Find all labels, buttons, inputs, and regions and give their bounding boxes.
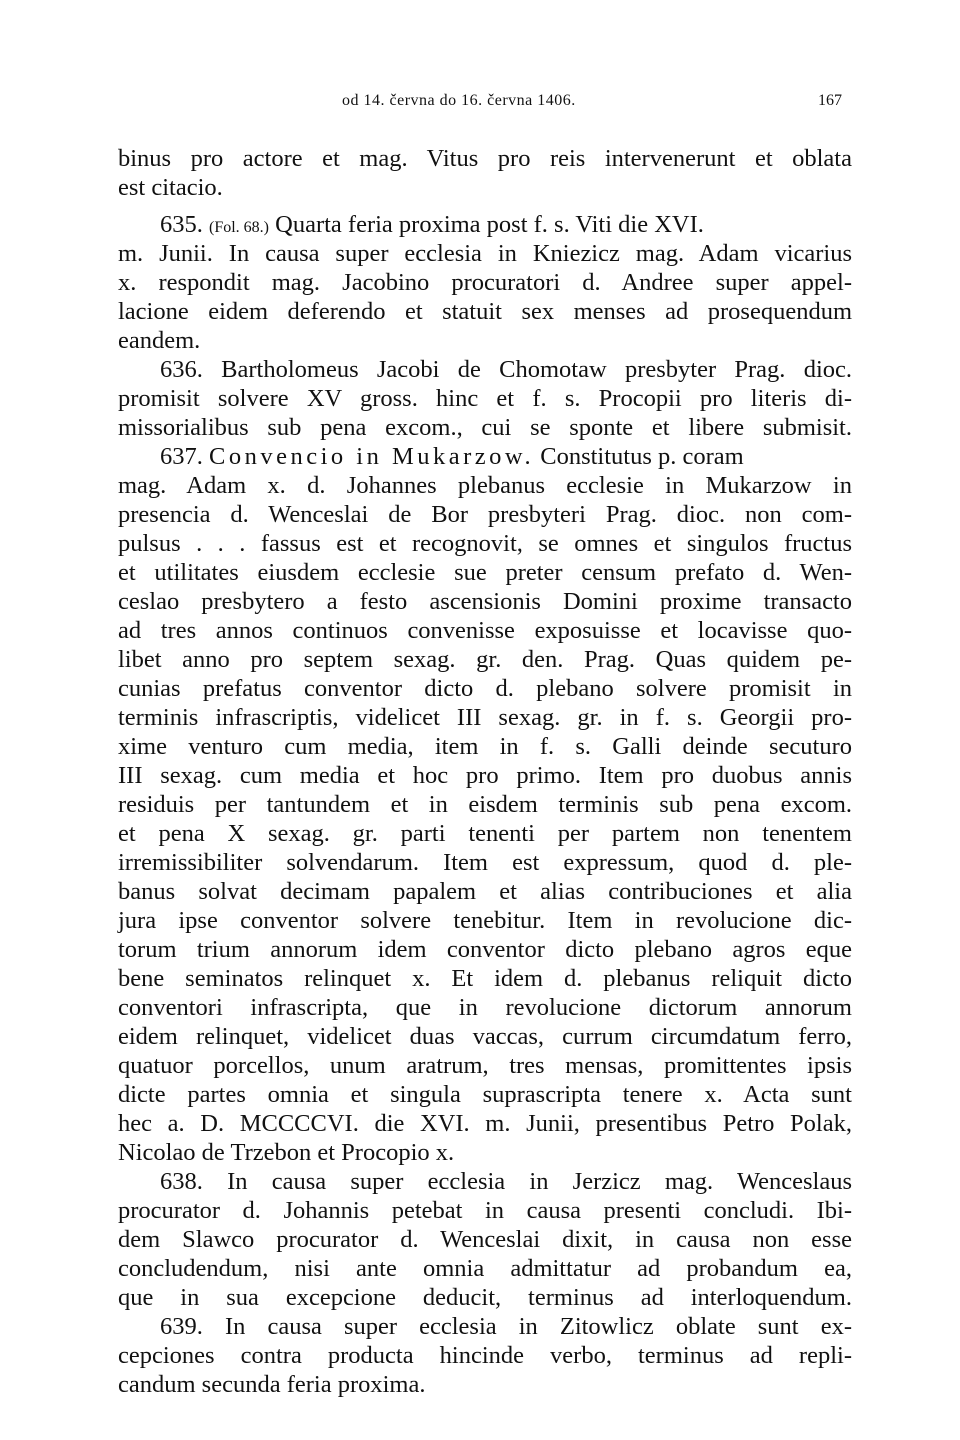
entry-number: 637. (160, 443, 203, 470)
entry-heading: Convencio in Mukarzow. (209, 443, 535, 470)
entry-636 (118, 355, 852, 442)
text-line: et pena X sexag. gr. parti tenenti per partem non tenentem (118, 820, 852, 847)
text-line: hec a. D. MCCCCVI. die XVI. m. Junii, presentibus Petro Polak, (118, 1110, 852, 1137)
text-line: 636. Bartholomeus Jacobi de Chomotaw presbyter Prag. dioc. (160, 356, 852, 383)
page-number: 167 (818, 92, 842, 109)
text-line: dicte partes omnia et singula suprascripta tenere x. Acta sunt (118, 1081, 852, 1108)
text-line: concludendum, nisi ante omnia admittatur ad probandum ea, (118, 1255, 852, 1282)
text-line: cunias prefatus conventor dicto d. plebano solvere promisit in (118, 675, 852, 702)
text-line: et utilitates eiusdem ecclesie sue preter censum prefato d. Wen- (118, 559, 852, 586)
text-run: Quarta feria proxima post f. s. Viti die XVI. (275, 211, 704, 238)
entry-637 (118, 442, 852, 1167)
text-line: eandem. (118, 327, 201, 354)
entry-639 (118, 1312, 852, 1399)
running-title: od 14. června do 16. června 1406. (342, 92, 576, 109)
text-line: quatuor porcellos, unum aratrum, tres mensas, promittentes ipsis (118, 1052, 852, 1079)
text-line (118, 210, 852, 239)
text-line: ceslao presbytero a festo ascensionis Domini proxime transacto (118, 588, 852, 615)
text-line: dem Slawco procurator d. Wenceslai dixit, in causa non esse (118, 1226, 852, 1253)
running-header (0, 92, 960, 116)
text-line: m. Junii. In causa super ecclesia in Kniezicz mag. Adam vicarius (118, 240, 852, 267)
body-text (118, 144, 852, 1399)
text-line: III sexag. cum media et hoc pro primo. Item pro duobus annis (118, 762, 852, 789)
text-line: est citacio. (118, 174, 223, 201)
entry-number: 635. (160, 211, 203, 238)
text-line (118, 442, 852, 471)
text-line: banus solvat decimam papalem et alias contribuciones et alia (118, 878, 852, 905)
text-line: Nicolao de Trzebon et Procopio x. (118, 1139, 455, 1166)
folio-reference: (Fol. 68.) (209, 219, 269, 236)
entry-638 (118, 1167, 852, 1312)
entry-635 (118, 210, 852, 355)
text-line: procurator d. Johannis petebat in causa presenti concludi. Ibi- (118, 1197, 852, 1224)
text-line: cepciones contra producta hincinde verbo, terminus ad repli- (118, 1342, 852, 1369)
text-line: promisit solvere XV gross. hinc et f. s. Procopii pro literis di- (118, 385, 852, 412)
text-line: mag. Adam x. d. Johannes plebanus ecclesie in Mukarzow in (118, 472, 852, 499)
text-line: missorialibus sub pena excom., cui se sponte et libere submisit. (118, 414, 852, 441)
text-line: x. respondit mag. Jacobino procuratori d. Andree super appel- (118, 269, 852, 296)
text-run: Constitutus p. coram (540, 443, 744, 470)
text-line: lacione eidem deferendo et statuit sex menses ad prosequendum (118, 298, 852, 325)
text-line: irremissibiliter solvendarum. Item est expressum, quod d. ple- (118, 849, 852, 876)
text-line: candum secunda feria proxima. (118, 1371, 426, 1398)
text-line: que in sua excepcione deducit, terminus ad interloquendum. (118, 1284, 852, 1311)
entry-634-continuation (118, 144, 852, 202)
text-line: 639. In causa super ecclesia in Zitowlicz oblate sunt ex- (160, 1313, 852, 1340)
text-line: pulsus . . . fassus est et recognovit, se omnes et singulos fructus (118, 530, 852, 557)
text-line: xime venturo cum media, item in f. s. Galli deinde secuturo (118, 733, 852, 760)
text-line: terminis infrascriptis, videlicet III sexag. gr. in f. s. Georgii pro- (118, 704, 852, 731)
text-line: binus pro actore et mag. Vitus pro reis intervenerunt et oblata (118, 145, 852, 172)
text-line: torum trium annorum idem conventor dicto plebano agros eque (118, 936, 852, 963)
text-line: 638. In causa super ecclesia in Jerzicz mag. Wenceslaus (160, 1168, 852, 1195)
text-line: presencia d. Wenceslai de Bor presbyteri Prag. dioc. non com- (118, 501, 852, 528)
text-line: jura ipse conventor solvere tenebitur. Item in revolucione dic- (118, 907, 852, 934)
text-line: eidem relinquet, videlicet duas vaccas, currum circumdatum ferro, (118, 1023, 852, 1050)
text-line: ad tres annos continuos convenisse exposuisse et locavisse quo- (118, 617, 852, 644)
text-line: residuis per tantundem et in eisdem terminis sub pena excom. (118, 791, 852, 818)
text-line: libet anno pro septem sexag. gr. den. Prag. Quas quidem pe- (118, 646, 852, 673)
text-line: bene seminatos relinquet x. Et idem d. plebanus reliquit dicto (118, 965, 852, 992)
text-line: conventori infrascripta, que in revolucione dictorum annorum (118, 994, 852, 1021)
